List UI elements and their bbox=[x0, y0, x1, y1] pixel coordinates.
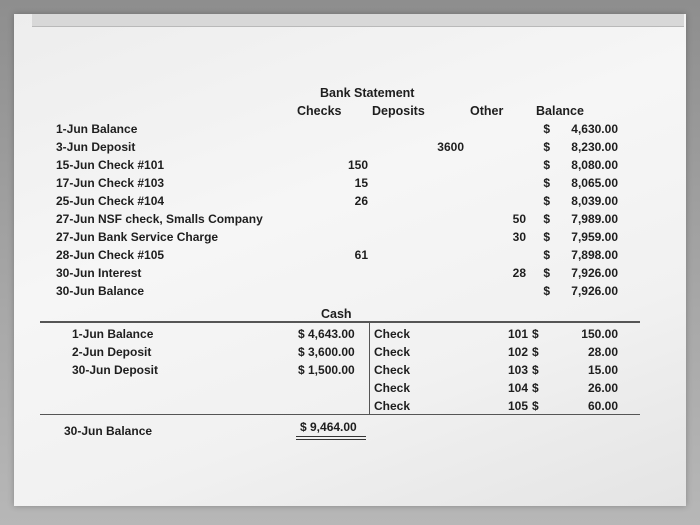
double-underline-top bbox=[296, 436, 366, 437]
cash-entry-label: 2-Jun Deposit bbox=[72, 345, 152, 359]
deposits-header: Deposits bbox=[372, 104, 425, 118]
bank-row-balance: 8,080.00 bbox=[571, 158, 618, 172]
cash-entry-label: 30-Jun Deposit bbox=[72, 363, 159, 377]
bank-row-label: 27-Jun NSF check, Smalls Company bbox=[56, 212, 263, 226]
cash-check-number: 103 bbox=[507, 363, 528, 377]
cash-check-amount: 15.00 bbox=[587, 363, 618, 377]
cash-check-amount: 26.00 bbox=[587, 381, 618, 395]
bank-row-currency: $ bbox=[543, 158, 550, 172]
bank-row-checks: 150 bbox=[347, 158, 368, 172]
bank-statement-title: Bank Statement bbox=[320, 86, 415, 100]
cash-check-label: Check bbox=[374, 345, 411, 359]
cash-check-number: 104 bbox=[507, 381, 528, 395]
bank-row-currency: $ bbox=[543, 122, 550, 136]
bank-row-label: 30-Jun Interest bbox=[56, 266, 142, 280]
bank-row-label: 17-Jun Check #103 bbox=[56, 176, 165, 190]
bank-row-balance: 7,898.00 bbox=[571, 248, 618, 262]
cash-check-currency: $ bbox=[532, 399, 539, 413]
bank-row-label: 28-Jun Check #105 bbox=[56, 248, 165, 262]
bank-row-label: 15-Jun Check #101 bbox=[56, 158, 165, 172]
bank-row-balance: 7,926.00 bbox=[571, 266, 618, 280]
bank-row-adjustment: 30 bbox=[512, 230, 526, 244]
cash-column-divider bbox=[369, 322, 370, 414]
cash-check-label: Check bbox=[374, 363, 411, 377]
bank-row-currency: $ bbox=[543, 230, 550, 244]
cash-check-currency: $ bbox=[532, 381, 539, 395]
bank-row-label: 1-Jun Balance bbox=[56, 122, 138, 136]
bank-row-checks: 15 bbox=[354, 176, 368, 190]
bank-row-balance: 8,039.00 bbox=[571, 194, 618, 208]
bank-row-balance: 7,989.00 bbox=[571, 212, 618, 226]
cash-entry-label: 1-Jun Balance bbox=[72, 327, 154, 341]
bank-row-balance: 7,926.00 bbox=[571, 284, 618, 298]
bank-row-currency: $ bbox=[543, 194, 550, 208]
cash-check-amount: 28.00 bbox=[587, 345, 618, 359]
bank-row-adjustment: 50 bbox=[512, 212, 526, 226]
bank-row-currency: $ bbox=[543, 176, 550, 190]
cash-check-currency: $ bbox=[532, 363, 539, 377]
double-underline-bottom bbox=[296, 439, 366, 440]
bank-row-label: 3-Jun Deposit bbox=[56, 140, 136, 154]
bank-row-checks: 61 bbox=[354, 248, 368, 262]
cash-check-label: Check bbox=[374, 399, 411, 413]
cash-check-number: 102 bbox=[507, 345, 528, 359]
cash-check-amount: 150.00 bbox=[581, 327, 618, 341]
spreadsheet-top-band bbox=[32, 14, 684, 27]
bank-row-label: 30-Jun Balance bbox=[56, 284, 145, 298]
cash-entry-amount: $ 1,500.00 bbox=[298, 363, 355, 377]
cash-check-label: Check bbox=[374, 327, 411, 341]
bank-row-label: 27-Jun Bank Service Charge bbox=[56, 230, 219, 244]
bank-row-label: 25-Jun Check #104 bbox=[56, 194, 165, 208]
cash-check-number: 105 bbox=[507, 399, 528, 413]
bank-row-balance: 4,630.00 bbox=[571, 122, 618, 136]
cash-section-bottom-rule bbox=[40, 414, 640, 415]
checks-header: Checks bbox=[297, 104, 342, 118]
balance-header: Balance bbox=[536, 104, 584, 118]
cash-check-label: Check bbox=[374, 381, 411, 395]
bank-row-currency: $ bbox=[543, 266, 550, 280]
other-header: Other bbox=[470, 104, 504, 118]
cash-check-currency: $ bbox=[532, 327, 539, 341]
bank-row-currency: $ bbox=[543, 140, 550, 154]
cash-title: Cash bbox=[321, 307, 352, 321]
bank-row-currency: $ bbox=[543, 212, 550, 226]
bank-row-balance: 7,959.00 bbox=[571, 230, 618, 244]
bank-row-checks: 26 bbox=[354, 194, 368, 208]
cash-check-number: 101 bbox=[507, 327, 528, 341]
cash-check-amount: 60.00 bbox=[587, 399, 618, 413]
bank-row-currency: $ bbox=[543, 284, 550, 298]
bank-row-balance: 8,065.00 bbox=[571, 176, 618, 190]
cash-ending-amount: $ 9,464.00 bbox=[300, 420, 357, 434]
cash-ending-label: 30-Jun Balance bbox=[64, 424, 153, 438]
cash-check-currency: $ bbox=[532, 345, 539, 359]
cash-section-top-rule bbox=[40, 321, 640, 323]
bank-row-balance: 8,230.00 bbox=[571, 140, 618, 154]
cash-entry-amount: $ 4,643.00 bbox=[298, 327, 355, 341]
bank-row-currency: $ bbox=[543, 248, 550, 262]
bank-row-adjustment: 28 bbox=[512, 266, 526, 280]
cash-entry-amount: $ 3,600.00 bbox=[298, 345, 355, 359]
bank-row-deposits: 3600 bbox=[437, 140, 464, 154]
